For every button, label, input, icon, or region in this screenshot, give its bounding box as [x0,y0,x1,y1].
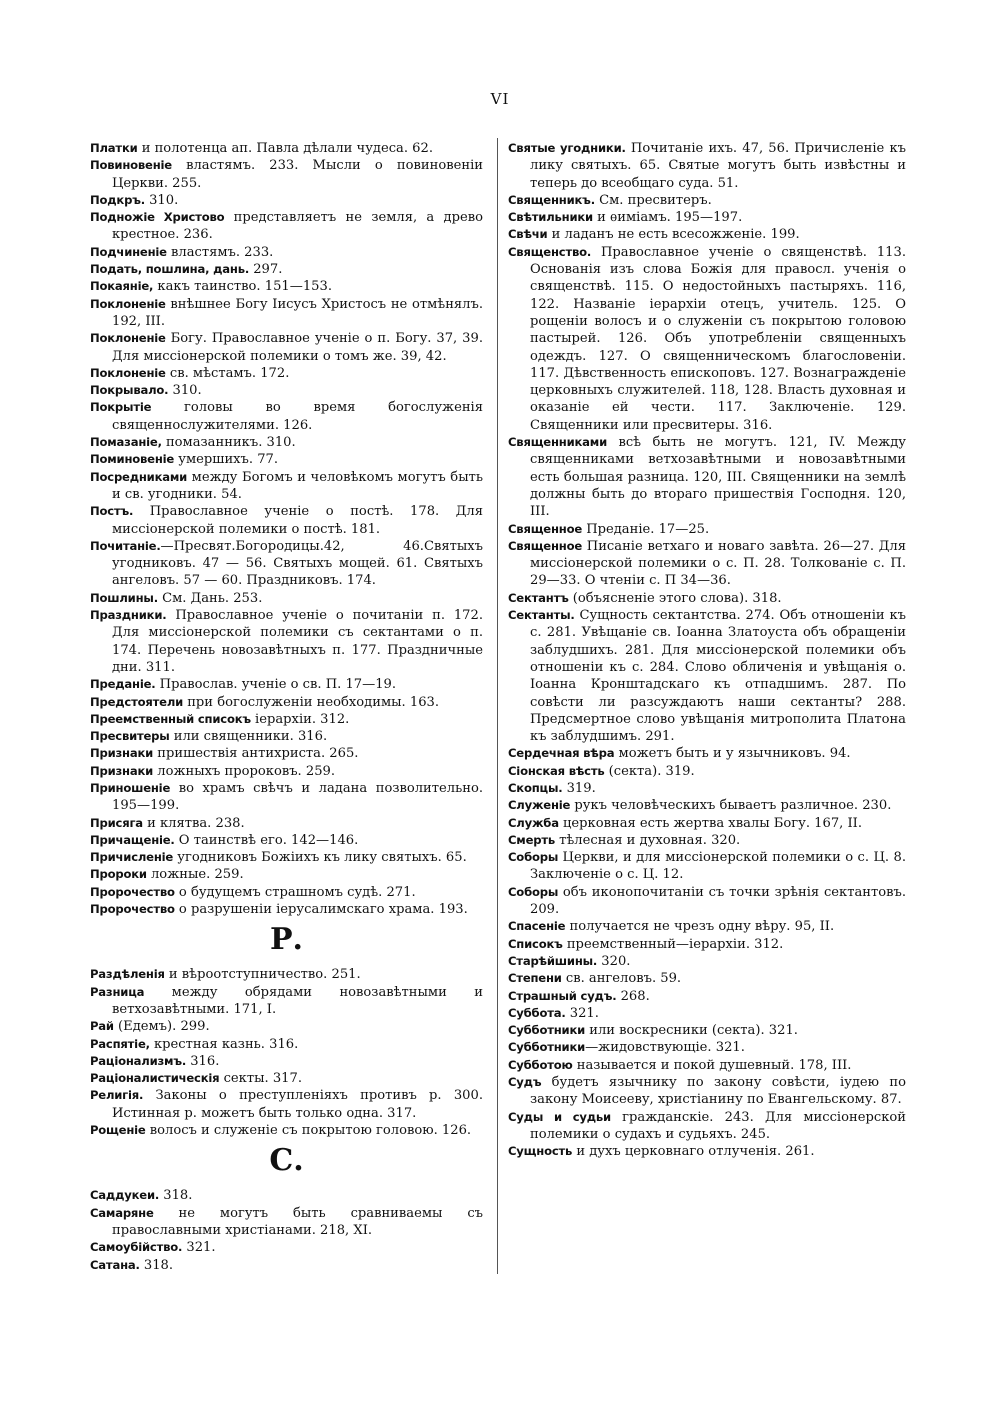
entry-text: крестная казнь. 316. [149,1036,299,1052]
entry-text: ложныхъ пророковъ. 259. [153,763,336,779]
entry-text: тѣлесная и духовная. 320. [555,832,741,848]
entry-text: (секта). 319. [604,763,695,779]
entry-text: преемственный—іерархіи. 312. [562,936,784,952]
entry-headword: Спасеніе [508,919,566,934]
entry-headword: Священное [508,521,583,536]
entry-headword: Сектанты. [508,608,575,623]
entry-headword: Священникъ. [508,192,595,207]
entry-headword: Подать, пошлина, дань. [90,262,250,277]
index-entry [90,1053,483,1070]
index-entry [90,676,483,693]
index-entry [90,244,483,261]
entry-text: всѣ быть не могутъ. 121, IV. Между священниками ветхозавѣтными и новозавѣтными есть большая разница. 120, III. Священники на землѣ должны быть до втораго пришествія Господня. 120, III. [530,435,906,520]
index-entry [508,244,906,434]
entry-text: или воскресники (секта). 321. [585,1023,798,1039]
index-entry [90,469,483,504]
index-entry [90,1239,483,1256]
index-entry [90,365,483,382]
index-entry [508,849,906,884]
entry-headword: Распятіе, [90,1036,150,1051]
entry-text: можетъ быть и у язычниковъ. 94. [614,746,851,762]
entries-r [90,966,483,1139]
entry-headword: Повиновеніе [90,158,172,173]
entry-headword: Раціонализмъ. [90,1053,187,1068]
entry-headword: Покаяніе, [90,279,154,294]
index-entry [508,988,906,1005]
entry-headword: Саддукеи. [90,1188,160,1203]
entry-text: 319. [562,780,596,796]
index-entry [90,745,483,762]
index-entry [90,296,483,331]
index-entry [508,434,906,520]
index-entry [90,278,483,295]
entry-text: рукъ человѣческихъ бываетъ различное. 230. [570,798,892,814]
entry-text: между Богомъ и человѣкомъ могутъ быть и св. угодники. 54. [112,469,483,502]
entry-text: и ладанъ не есть всесожженіе. 199. [547,227,800,243]
entry-headword: Степени [508,971,562,986]
entry-headword: Поклоненіе [90,296,166,311]
entry-text: Преданіе. 17—25. [582,521,710,537]
entry-text: волосъ и служеніе съ покрытою головою. 126. [145,1123,472,1139]
entry-headword: Признаки [90,763,154,778]
entry-headword: Подкръ. [90,192,145,207]
index-entry [90,382,483,399]
entry-text: объ иконопочитаніи съ точки зрѣнія сектантовъ. 209. [530,884,906,918]
entry-headword: Соборы [508,884,559,899]
entry-text: властямъ. 233. Мысли о повиновеніи Церкви. 255. [112,158,483,191]
index-entry [90,901,483,918]
entry-headword: Свѣчи [508,227,548,242]
entry-headword: Сердечная вѣра [508,746,615,761]
entry-text: —Пресвят.Богородицы.42, 46.Святыхъ угодниковъ. 47 — 56. Святыхъ мощей. 61. Святыхъ ангеловъ. 57 — 60. Праздниковъ. 174. [112,538,483,589]
entry-headword: Пошлины. [90,590,158,605]
index-entry [508,936,906,953]
index-entry [90,192,483,209]
index-entry [90,1018,483,1035]
entry-text: церковная есть жертва хвалы Богу. 167, II. [558,815,862,831]
entry-headword: Пророчество [90,884,175,899]
entry-headword: Суббота. [508,1005,566,1020]
index-entry [508,1057,906,1074]
index-entry [90,866,483,883]
entry-text: внѣшнее Богу Іисусъ Христосъ не отмѣнялъ. 192, III. [112,296,483,329]
entry-headword: Помазаніе, [90,435,162,450]
entry-headword: Поклоненіе [90,331,166,346]
index-entry [508,226,906,243]
entry-text: и духъ церковнаго отлученія. 261. [572,1144,815,1160]
entry-text: Православ. ученіе о св. П. 17—19. [155,677,397,693]
index-entry [90,984,483,1019]
entry-headword: Причащеніе. [90,832,175,847]
entry-text: какъ таинство. 151—153. [153,279,332,295]
index-entry [90,780,483,815]
entry-headword: Смерть [508,832,555,847]
entry-headword: Самаряне [90,1205,154,1220]
index-entry [508,1074,906,1109]
entry-text: между обрядами новозавѣтными и ветхозавѣтными. 171, I. [112,984,483,1017]
index-entry [90,538,483,590]
index-entry [508,1109,906,1144]
left-column [90,140,483,1274]
entry-headword: Признаки [90,746,154,761]
entry-headword: Сущность [508,1144,573,1159]
entry-headword: Раціоналистическія [90,1071,220,1086]
index-entry [90,434,483,451]
entry-headword: Старѣйшины. [508,953,598,968]
entry-headword: Платки [90,141,138,155]
index-entry [90,330,483,365]
entry-headword: Свѣтильники [508,210,593,225]
entry-text: и клятва. 238. [142,815,245,831]
entry-headword: Святые угодники. [508,141,626,155]
entry-text: гражданскіе. 243. Для миссіонерской полемики о судахъ и судьяхъ. 245. [530,1109,906,1142]
index-entry [90,1257,483,1274]
entry-headword: Суды и судьи [508,1109,611,1124]
index-entry [508,538,906,590]
entry-text: св. мѣстамъ. 172. [165,365,290,381]
entry-headword: Подножіе Христово [90,210,225,225]
entry-headword: Скопцы. [508,780,563,795]
index-entry [90,815,483,832]
entries-s [90,1187,483,1273]
entry-text: называется и покой душевный. 178, III. [572,1057,852,1073]
entry-headword: Покрытіе [90,400,152,415]
index-entry [90,1036,483,1053]
entry-text: Почитаніе ихъ. 47, 56. Причисленіе къ лику святыхъ. 65. Святые могутъ быть извѣстны и теперь до всеобщаго суда. 51. [530,141,906,191]
entry-headword: Раздѣленія [90,967,165,982]
entry-headword: Самоубійство. [90,1240,183,1255]
entry-headword: Судъ [508,1075,542,1090]
index-entry [90,832,483,849]
entry-headword: Почитаніе. [90,538,161,553]
entry-text: іерархіи. 312. [250,711,350,727]
index-entry [508,1005,906,1022]
index-entry [508,209,906,226]
entry-text: 318. [139,1257,174,1273]
entry-headword: Сектантъ [508,590,569,605]
index-entry [90,503,483,538]
entry-headword: Субботники [508,1023,586,1038]
entries-p [90,140,483,918]
index-entry [508,1022,906,1039]
index-entry [90,399,483,434]
column-divider [497,138,498,1274]
entry-text: св. ангеловъ. 59. [561,971,682,987]
entry-headword: Постъ. [90,504,134,519]
entry-text: Церкви, и для миссіонерской полемики о с. Ц. 8. Заключеніе о с. Ц. 12. [530,850,906,883]
index-entry [508,590,906,607]
entry-text: умершихъ. 77. [174,452,279,468]
index-entry [508,953,906,970]
entry-headword: Пророки [90,867,147,882]
entry-headword: Служба [508,815,559,830]
index-entry [508,607,906,745]
entry-text: См. Дань. 253. [157,590,263,606]
entry-text: 310. [144,192,179,208]
entries-s-continued [508,140,906,1161]
entry-headword: Посредниками [90,469,188,484]
index-entry [90,1122,483,1139]
index-entry [90,763,483,780]
entry-headword: Причисленіе [90,850,174,865]
entry-text: 310. [168,383,202,399]
index-entry [90,157,483,192]
index-entry [90,728,483,745]
entry-text: или священники. 316. [169,729,328,745]
index-entry [508,521,906,538]
entry-headword: Сіонская вѣсть [508,763,605,778]
entry-text: О таинствѣ его. 142—146. [174,832,359,848]
index-entry [508,780,906,797]
entry-text: головы во время богослуженія священнослужителями. 126. [112,400,483,433]
entry-text: во храмъ свѣчъ и ладана позволительно. 195—199. [112,780,483,814]
entry-text: См. пресвитеръ. [594,192,712,208]
entry-headword: Субботники [508,1040,586,1055]
entry-text: (Едемъ). 299. [113,1019,210,1035]
entry-text: 297. [249,262,283,278]
right-column [508,140,906,1161]
entry-headword: Сатана. [90,1257,140,1272]
index-entry [90,694,483,711]
entry-text: о разрушеніи іерусалимскаго храма. 193. [174,902,468,918]
entry-text: Православное ученіе о почитаніи п. 172. Для миссіонерской полемики съ сектантами о п. 174. Перечень новозавѣтныхъ п. 177. Праздничные дни. 311. [112,608,483,675]
entry-text: Писаніе ветхаго и новаго завѣта. 26—27. Для миссіонерской полемики о с. П. 28. Толкованіе с. П. 29—33. О чтеніи с. П 34—36. [530,538,906,589]
index-entry [90,966,483,983]
entry-text: властямъ. 233. [166,244,274,260]
entry-text: 321. [182,1240,216,1256]
entry-headword: Служеніе [508,798,571,813]
index-entry [508,970,906,987]
entry-headword: Покрывало. [90,383,169,398]
entry-headword: Праздники. [90,608,167,623]
entry-text: Православное ученіе о постѣ. 178. Для миссіонерской полемики о постѣ. 181. [112,504,483,537]
index-entry [508,832,906,849]
entry-text: при богослуженіи необходимы. 163. [183,694,440,710]
index-entry [90,607,483,676]
entry-headword: Поклоненіе [90,365,166,380]
entry-headword: Пресвитеры [90,729,170,744]
index-entry [90,1187,483,1204]
page-number: VI [490,90,510,108]
index-entry [90,1205,483,1240]
entry-text: Православное ученіе о священствѣ. 113. Основанія изъ слова Божія для правосл. ученія о священствѣ. 115. О недостойныхъ пастыряхъ. 116, 122. Названіе іерархіи отецъ, учитель. 125. О рощеніи волосъ и о служеніи съ покрытою головою пастырей. 126. Объ употребленіи священныхъ одеждъ. 127. О священническомъ благословеніи. 117. Дѣвственность епископовъ. 127. Вознагражденіе церковныхъ служителей. 118, 128. Власть духовная и оказаніе ей чести. 117. Заключеніе. 129. Священники или пресвитеры. 316. [530,244,906,433]
index-entry [90,451,483,468]
index-entry [90,1070,483,1087]
entry-headword: Священниками [508,435,608,450]
entry-headword: Подчиненіе [90,244,167,259]
entry-text: Богу. Православное ученіе о п. Богу. 37, 39. Для миссіонерской полемики о томъ же. 39, 42. [112,331,483,364]
entry-headword: Религія. [90,1088,144,1103]
entry-headword: Священство. [508,244,592,259]
index-entry [508,763,906,780]
index-entry [508,884,906,919]
entry-text: угодниковъ Божіихъ къ лику святыхъ. 65. [173,850,467,866]
index-entry [90,849,483,866]
entry-headword: Списокъ [508,936,563,951]
entry-headword: Присяга [90,815,143,830]
entry-headword: Священное [508,538,583,553]
index-entry [90,711,483,728]
entry-headword: Субботою [508,1057,573,1072]
index-entry [508,918,906,935]
index-entry [90,884,483,901]
entry-headword: Рощеніе [90,1123,146,1138]
entry-text: помазанникъ. 310. [161,435,296,451]
entry-headword: Страшный судъ. [508,988,617,1003]
index-entry [90,209,483,244]
entry-text: и полотенца ап. Павла дѣлали чудеса. 62. [137,141,433,156]
index-entry [508,1143,906,1160]
index-entry [508,1039,906,1056]
index-entry [508,745,906,762]
entry-text: (объясненіе этого слова). 318. [568,590,782,606]
index-entry [90,140,483,157]
entry-headword: Рай [90,1019,114,1034]
entry-text: не могутъ быть сравниваемы съ православными христіанами. 218, XI. [112,1205,483,1238]
index-entry [90,590,483,607]
entry-text: 318. [159,1188,193,1204]
index-entry [508,140,906,192]
entry-text: пришествія антихриста. 265. [153,746,359,762]
entry-headword: Преемственный списокъ [90,711,251,726]
entry-text: получается не чрезъ одну вѣру. 95, II. [565,919,835,935]
entry-text: о будущемъ страшномъ судѣ. 271. [174,884,416,900]
index-entry [90,1087,483,1122]
entry-headword: Поминовеніе [90,452,175,467]
entry-headword: Разница [90,984,145,999]
entry-headword: Приношеніе [90,780,171,795]
entry-headword: Пророчество [90,902,175,917]
entry-text: 321. [565,1005,599,1021]
entry-text: и вѣроотступничество. 251. [164,967,361,983]
entry-text: 268. [616,988,650,1004]
index-entry [508,797,906,814]
entry-text: секты. 317. [219,1071,302,1087]
letter-heading-s: С. [269,1143,304,1179]
entry-text: —жидовствующіе. 321. [585,1040,745,1056]
entry-headword: Соборы [508,850,559,865]
entry-text: представляетъ не земля, а древо крестное. 236. [112,210,483,243]
entry-text: Законы о преступленіяхъ противъ р. 300. Истинная р. можетъ быть только одна. 317. [112,1088,483,1121]
index-entry [508,192,906,209]
letter-heading-r: Р. [269,922,303,958]
entry-text: будетъ язычнику по закону совѣсти, іудею по закону Моисееву, христіанину по Евангельскому. 87. [530,1075,906,1108]
entry-text: 316. [186,1053,220,1069]
index-entry [90,261,483,278]
entry-text: Сущность сектантства. 274. Объ отношеніи къ с. 281. Увѣщаніе св. Іоанна Златоуста объ обращеніи заблудшихъ. 281. Для миссіонерской полемики объ отношеніи къ с. 284. Слово обличенія и увѣщанія о. Іоанна Кронштадскаго къ отпадшимъ. 287. По совѣсти ли разсуждаютъ наши сектанты? 288. Предсмертное слово увѣщанія митрополита Платона къ заблудшимъ. 291. [530,608,906,745]
entry-text: 320. [597,953,631,969]
entry-text: и ѳиміамъ. 195—197. [592,210,743,226]
entry-headword: Преданіе. [90,677,156,692]
entry-headword: Предстоятели [90,694,184,709]
index-entry [508,815,906,832]
entry-text: ложные. 259. [146,867,244,883]
